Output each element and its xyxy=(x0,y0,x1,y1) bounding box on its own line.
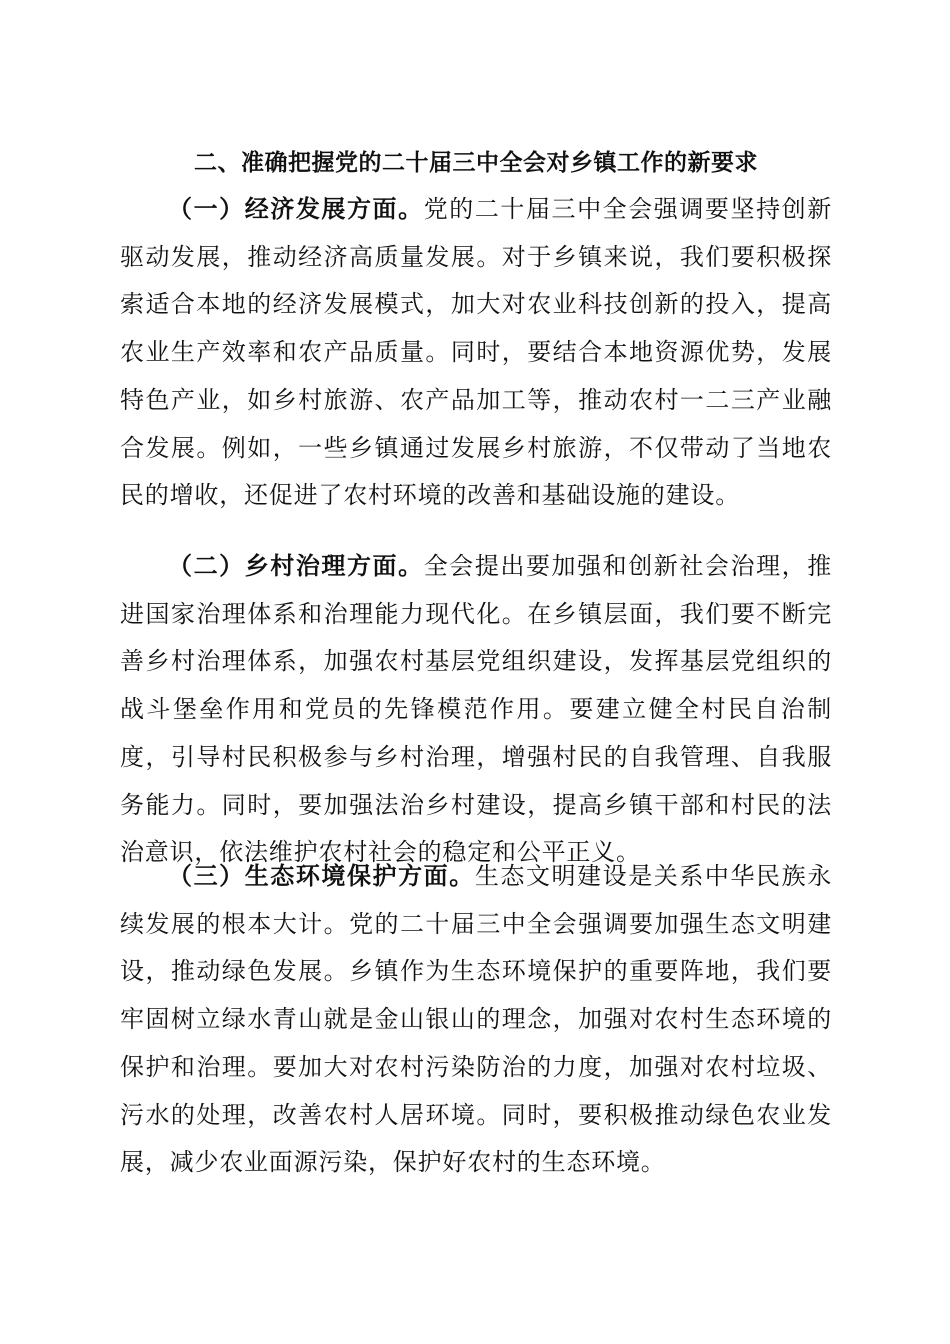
paragraph-ecological-protection xyxy=(120,853,832,1187)
paragraph-body: 全会提出要加强和创新社会治理，推进国家治理体系和治理能力现代化。在乡镇层面，我们要不断完善乡村治理体系，加强农村基层党组织建设，发挥基层党组织的战斗堡垒作用和党员的先锋模范作用。要建立健全村民自治制度，引导村民积极参与乡村治理，增强村民的自我管理、自我服务能力。同时，要加强法治乡村建设，提高乡镇干部和村民的法治意识，依法维护农村社会的稳定和公平正义。 xyxy=(120,552,832,867)
paragraph-rural-governance xyxy=(120,543,832,877)
paragraph-economic-development xyxy=(120,186,832,520)
paragraph-lead: （三）生态环境保护方面。 xyxy=(168,862,475,890)
paragraph-lead: （一）经济发展方面。 xyxy=(168,195,424,223)
paragraph-lead: （二）乡村治理方面。 xyxy=(168,552,424,580)
paragraph-body: 生态文明建设是关系中华民族永续发展的根本大计。党的二十届三中全会强调要加强生态文明建设，推动绿色发展。乡镇作为生态环境保护的重要阵地，我们要牢固树立绿水青山就是金山银山的理念，加强对农村生态环境的保护和治理。要加大对农村污染防治的力度，加强对农村垃圾、污水的处理，改善农村人居环境。同时，要积极推动绿色农业发展，减少农业面源污染，保护好农村的生态环境。 xyxy=(120,862,832,1177)
section-heading: 二、准确把握党的二十届三中全会对乡镇工作的新要求 xyxy=(194,150,758,176)
paragraph-body: 党的二十届三中全会强调要坚持创新驱动发展，推动经济高质量发展。对于乡镇来说，我们要积极探索适合本地的经济发展模式，加大对农业科技创新的投入，提高农业生产效率和农产品质量。同时，要结合本地资源优势，发展特色产业，如乡村旅游、农产品加工等，推动农村一二三产业融合发展。例如，一些乡镇通过发展乡村旅游，不仅带动了当地农民的增收，还促进了农村环境的改善和基础设施的建设。 xyxy=(120,195,832,510)
